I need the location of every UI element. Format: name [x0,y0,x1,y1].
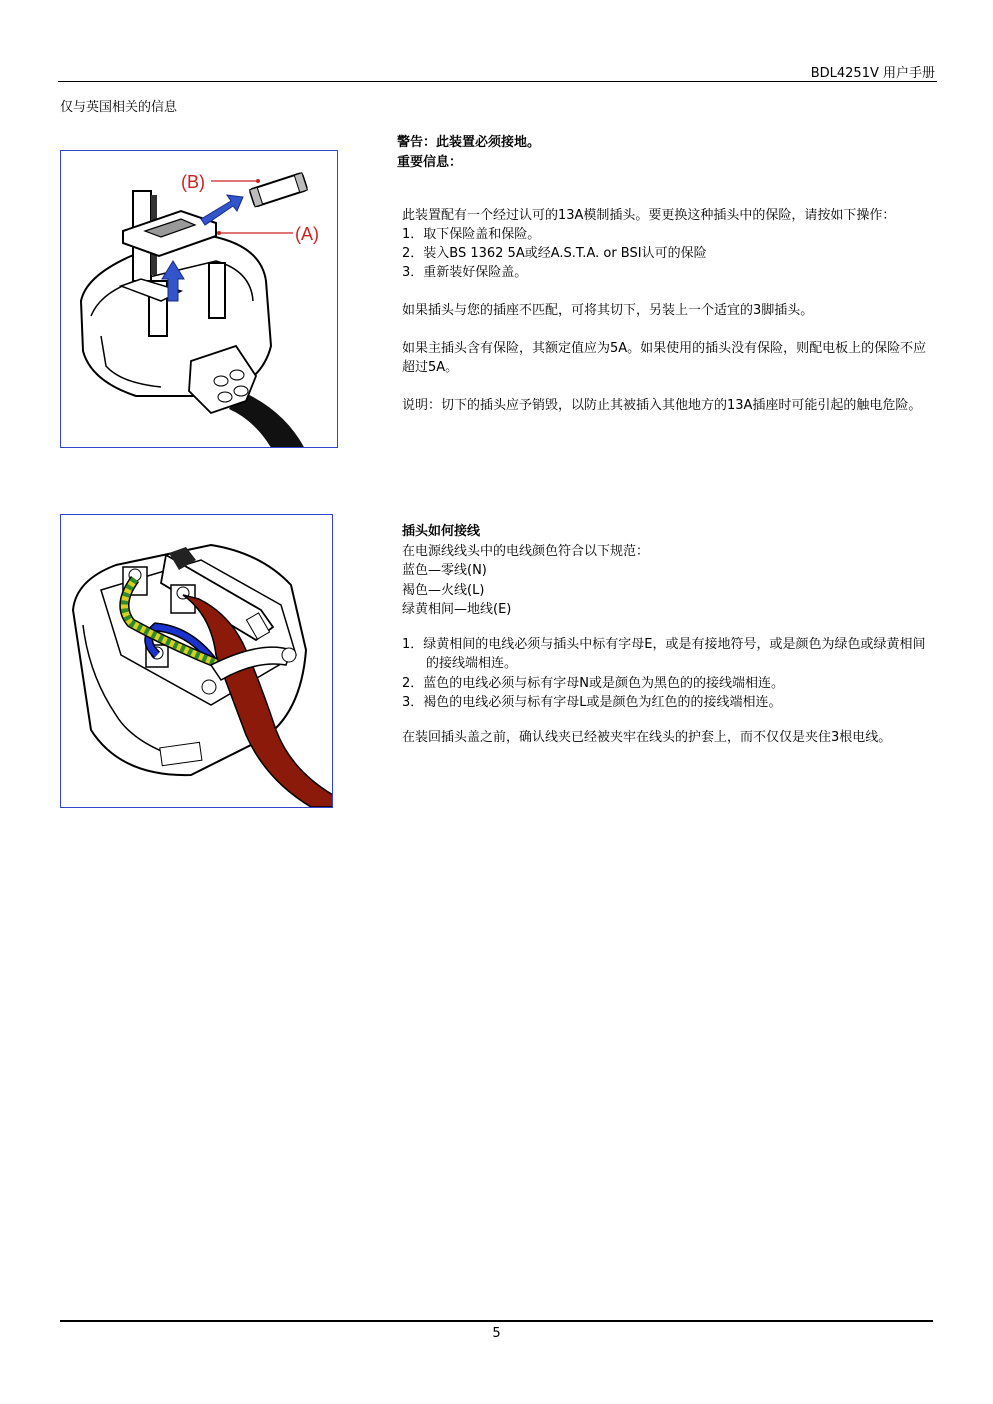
wiring-step-1: 1．绿黄相间的电线必须与插头中标有字母E，或是有接地符号，或是颜色为绿色或绿黄相间的接线端相连。 [402,636,926,671]
important-info: 重要信息： [397,155,463,170]
fuse-step-1: 1．取下保险盖和保险。 [402,227,541,242]
fuse-rating-paragraph: 如果主插头含有保险，其额定值应为5A。如果使用的插头没有保险，则配电板上的保险不应超过5A。 [402,341,927,375]
figure-plug-wiring [60,514,333,808]
note-paragraph: 说明：切下的插头应予销毁，以防止其被插入其他地方的13A插座时可能引起的触电危险。 [402,398,922,413]
wiring-intro: 在电源线线头中的电线颜色符合以下规范： [402,543,650,559]
wiring-title: 插头如何接线 [402,524,481,539]
section-title: 仅与英国相关的信息 [60,100,178,115]
cord-grip-paragraph: 在装回插头盖之前，确认线夹已经被夹牢在线头的护套上，而不仅仅是夹住3根电线。 [402,729,892,745]
fuse-instructions [402,206,937,415]
footer-rule [60,1320,933,1322]
wire-blue: 蓝色—零线(N) [402,563,487,578]
warning-earth: 警告：此装置必须接地。 [397,135,541,150]
page-number: 5 [492,1326,501,1341]
wiring-step-2: 2．蓝色的电线必须与标有字母N或是颜色为黑色的的接线端相连。 [402,675,784,691]
warning-block [397,133,540,173]
wiring-step-3: 3．褐色的电线必须与标有字母L或是颜色为红色的的接线端相连。 [402,695,782,710]
running-header: BDL4251V 用户手册 [810,66,935,81]
fuse-step-2: 2．装入BS 1362 5A或经A.S.T.A. or BSI认可的保险 [402,246,707,261]
fuse-step-3: 3．重新装好保险盖。 [402,265,528,280]
plug-mismatch-paragraph: 如果插头与您的插座不匹配，可将其切下，另装上一个适宜的3脚插头。 [402,303,814,318]
label-a: (A) [295,224,319,244]
label-b: (B) [181,172,205,192]
fuse-intro: 此装置配有一个经过认可的13A模制插头。要更换这种插头中的保险，请按如下操作： [402,208,896,223]
wire-green-yellow: 绿黄相间—地线(E) [402,602,512,617]
figure-plug-fuse [60,150,338,448]
wire-brown: 褐色—火线(L) [402,582,485,598]
header-rule [58,81,937,82]
plug-fuse-illustration [61,151,337,447]
wiring-instructions [402,522,937,747]
plug-wiring-illustration [61,515,332,807]
